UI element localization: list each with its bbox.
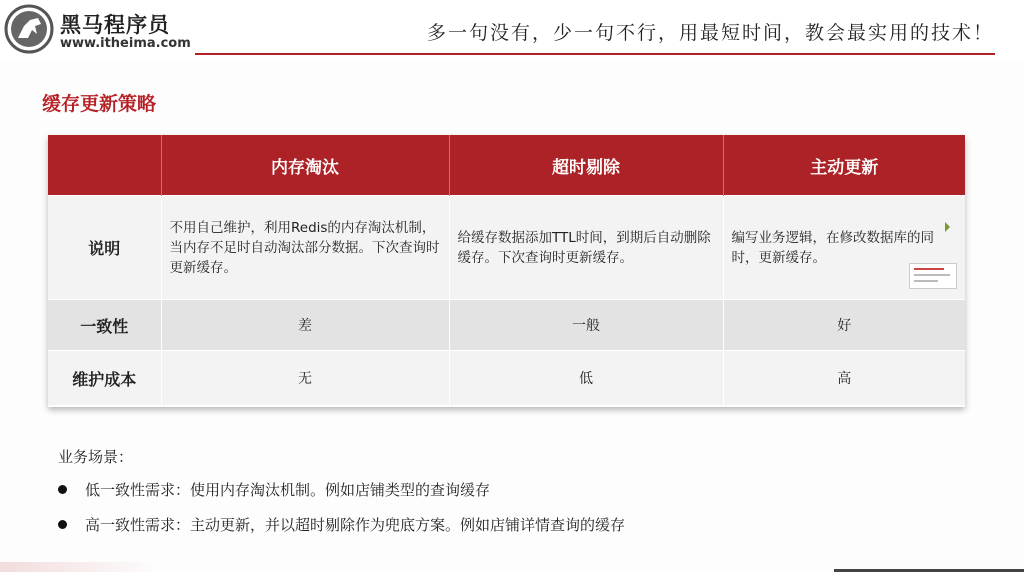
table-header-row (48, 135, 965, 196)
table-cell: 给缓存数据添加TTL时间，到期后自动删除缓存。下次查询时更新缓存。 (449, 196, 723, 300)
table-row-description (48, 196, 965, 300)
scenario-list (58, 480, 625, 550)
table-cell: 编写业务逻辑，在修改数据库的同时，更新缓存。 (723, 196, 965, 300)
brand-url: www.itheima.com (60, 36, 191, 51)
table-cell: 一般 (449, 300, 723, 351)
list-item (58, 480, 625, 500)
header-memory-eviction: 内存淘汰 (161, 135, 449, 196)
list-item-text: 高一致性需求：主动更新，并以超时剔除作为兜底方案。例如店铺详情查询的缓存 (85, 516, 626, 534)
bottom-accent (0, 562, 160, 572)
header-corner-cell (48, 135, 161, 196)
page-title: 缓存更新策略 (42, 93, 157, 115)
slogan: 多一句没有，少一句不行，用最短时间，教会最实用的技术！ (426, 22, 994, 44)
header-divider (195, 53, 995, 55)
table-cell: 差 (161, 300, 449, 351)
strategy-table (48, 135, 965, 407)
logo-horse-icon (4, 4, 54, 54)
header (0, 0, 1024, 62)
scenario-title: 业务场景： (58, 448, 134, 466)
mouse-cursor-icon (945, 222, 950, 232)
slide-thumbnail[interactable] (909, 263, 957, 289)
table-cell: 低 (449, 351, 723, 406)
row-label: 维护成本 (48, 351, 161, 406)
bullet-icon (58, 485, 67, 494)
brand-name: 黑马程序员 (60, 13, 170, 37)
table-row-maintenance-cost (48, 351, 965, 406)
table-cell: 好 (723, 300, 965, 351)
bullet-icon (58, 520, 67, 529)
header-timeout-removal: 超时剔除 (449, 135, 723, 196)
list-item (58, 515, 625, 535)
table-cell: 高 (723, 351, 965, 406)
row-label: 一致性 (48, 300, 161, 351)
list-item-text: 低一致性需求：使用内存淘汰机制。例如店铺类型的查询缓存 (85, 481, 491, 499)
table-row-consistency (48, 300, 965, 351)
header-active-update: 主动更新 (723, 135, 965, 196)
row-label: 说明 (48, 196, 161, 300)
table-cell: 不用自己维护，利用Redis的内存淘汰机制，当内存不足时自动淘汰部分数据。下次查询时更新缓存。 (161, 196, 449, 300)
table-cell: 无 (161, 351, 449, 406)
